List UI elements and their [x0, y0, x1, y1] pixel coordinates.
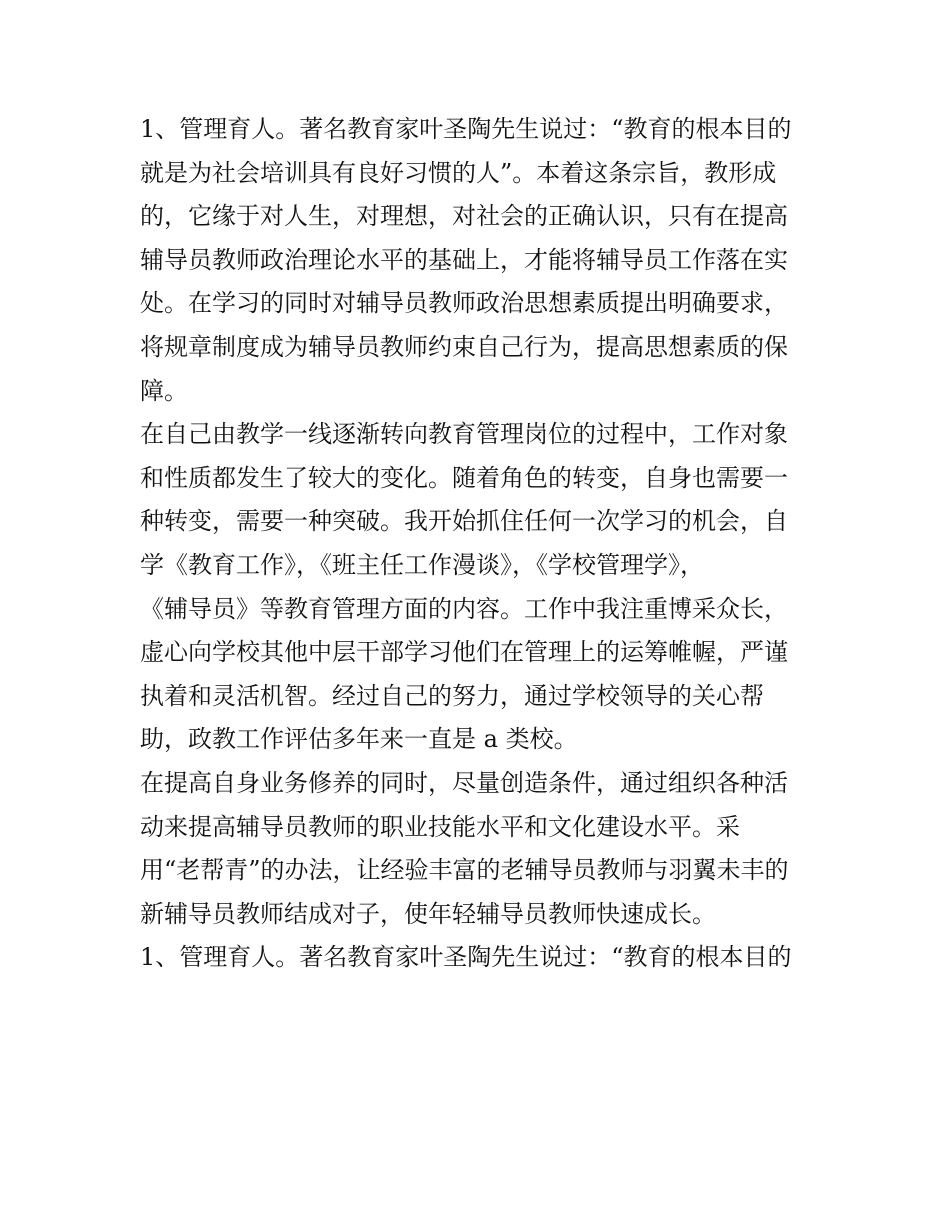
- text-line: 动来提高辅导员教师的职业技能水平和文化建设水平。采: [140, 812, 740, 841]
- text-line: 就是为社会培训具有良好习惯的人”。本着这条宗旨，教形成: [140, 158, 777, 187]
- text-line: 处。在学习的同时对辅导员教师政治思想素质提出明确要求，: [140, 289, 788, 318]
- text-line: 1、管理育人。著名教育家叶圣陶先生说过：“教育的根本目的: [140, 943, 792, 972]
- text-line: 1、管理育人。著名教育家叶圣陶先生说过：“教育的根本目的: [140, 115, 792, 143]
- text-line: 学《教育工作》，《班主任工作漫谈》，《学校管理学》，: [140, 550, 704, 579]
- body-text: [140, 108, 820, 980]
- text-line: 障。: [140, 376, 188, 405]
- text-line: 新辅导员教师结成对子，使年轻辅导员教师快速成长。: [140, 899, 716, 928]
- text-line: 执着和灵活机智。经过自己的努力，通过学校领导的关心帮: [140, 681, 764, 710]
- text-line: 用“老帮青”的办法，让经验丰富的老辅导员教师与羽翼未丰的: [140, 856, 789, 885]
- text-line: 虚心向学校其他中层干部学习他们在管理上的运筹帷幄，严谨: [140, 638, 788, 667]
- text-line: 在提高自身业务修养的同时，尽量创造条件，通过组织各种活: [140, 768, 788, 797]
- text-line: 的，它缘于对人生，对理想，对社会的正确认识，只有在提高: [140, 202, 788, 231]
- text-line: 《辅导员》等教育管理方面的内容。工作中我注重博采众长，: [140, 594, 788, 623]
- text-line: 辅导员教师政治理论水平的基础上，才能将辅导员工作落在实: [140, 245, 788, 274]
- text-line: 种转变，需要一种突破。我开始抓住任何一次学习的机会，自: [140, 507, 788, 536]
- text-line: 和性质都发生了较大的变化。随着角色的转变，自身也需要一: [140, 463, 788, 492]
- text-line: 在自己由教学一线逐渐转向教育管理岗位的过程中，工作对象: [140, 420, 788, 449]
- text-line: 助，政教工作评估多年来一直是 a 类校。: [140, 725, 578, 754]
- text-line: 将规章制度成为辅导员教师约束自己行为，提高思想素质的保: [140, 332, 788, 361]
